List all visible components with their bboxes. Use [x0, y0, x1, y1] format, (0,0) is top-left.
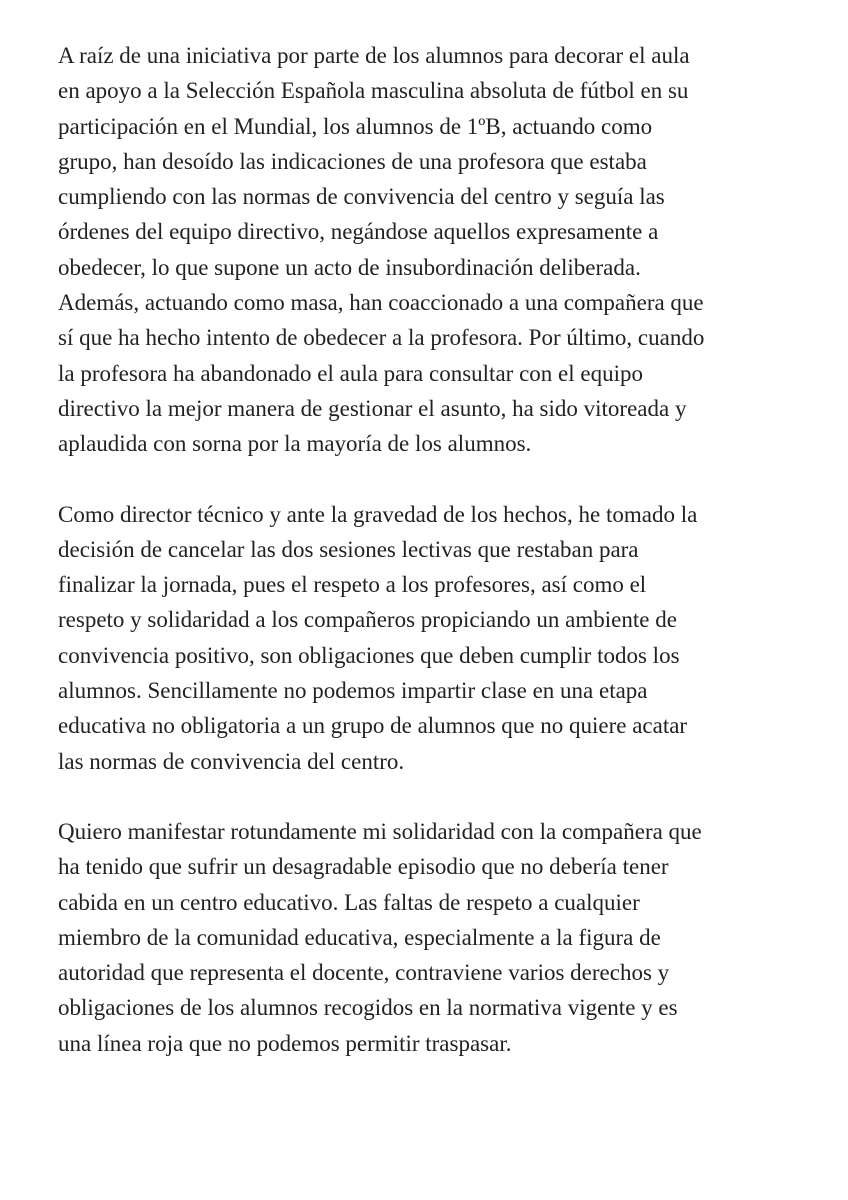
text-line: Además, actuando como masa, han coaccionado a una compañera que — [58, 290, 704, 316]
paragraph-solidarity — [58, 814, 798, 1061]
paragraph-incident — [58, 38, 798, 462]
paragraph-decision — [58, 497, 798, 779]
text-line: decisión de cancelar las dos sesiones lectivas que restaban para — [58, 536, 639, 562]
text-line: participación en el Mundial, los alumnos de 1ºB, actuando como — [58, 113, 653, 139]
text-line: convivencia positivo, son obligaciones que deben cumplir todos los — [58, 642, 680, 668]
text-line: obligaciones de los alumnos recogidos en la normativa vigente y es — [58, 995, 678, 1021]
document-body — [58, 38, 798, 1061]
text-line: autoridad que representa el docente, contraviene varios derechos y — [58, 960, 670, 986]
text-line: respeto y solidaridad a los compañeros propiciando un ambiente de — [58, 607, 677, 633]
text-line: Quiero manifestar rotundamente mi solidaridad con la compañera que — [58, 818, 702, 844]
text-line: ha tenido que sufrir un desagradable episodio que no debería tener — [58, 854, 669, 880]
text-line: miembro de la comunidad educativa, especialmente a la figura de — [58, 924, 661, 950]
text-line: en apoyo a la Selección Española masculina absoluta de fútbol en su — [58, 78, 689, 104]
text-line: sí que ha hecho intento de obedecer a la profesora. Por último, cuando — [58, 325, 705, 351]
text-line: Como director técnico y ante la gravedad de los hechos, he tomado la — [58, 501, 698, 527]
text-line: finalizar la jornada, pues el respeto a los profesores, así como el — [58, 572, 647, 598]
text-line: educativa no obligatoria a un grupo de alumnos que no quiere acatar — [58, 713, 688, 739]
text-line: aplaudida con sorna por la mayoría de los alumnos. — [58, 431, 532, 457]
text-line: A raíz de una iniciativa por parte de los alumnos para decorar el aula — [58, 43, 690, 68]
text-line: grupo, han desoído las indicaciones de una profesora que estaba — [58, 148, 647, 174]
text-line: una línea roja que no podemos permitir traspasar. — [58, 1030, 512, 1056]
text-line: órdenes del equipo directivo, negándose aquellos expresamente a — [58, 219, 659, 245]
text-line: cabida en un centro educativo. Las faltas de respeto a cualquier — [58, 889, 640, 915]
text-line: cumpliendo con las normas de convivencia del centro y seguía las — [58, 184, 665, 210]
text-line: directivo la mejor manera de gestionar el asunto, ha sido vitoreada y — [58, 395, 687, 421]
text-line: obedecer, lo que supone un acto de insubordinación deliberada. — [58, 254, 641, 280]
text-line: alumnos. Sencillamente no podemos impartir clase en una etapa — [58, 678, 648, 704]
text-line: las normas de convivencia del centro. — [58, 748, 405, 774]
text-line: la profesora ha abandonado el aula para consultar con el equipo — [58, 360, 643, 386]
